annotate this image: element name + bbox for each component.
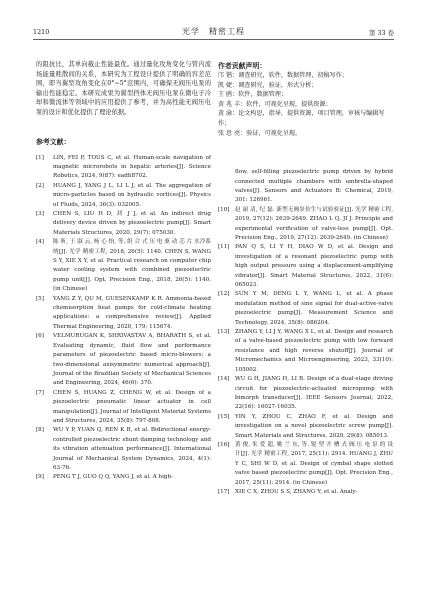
reference-item (36, 238, 211, 294)
reference-number: [9] (36, 474, 44, 481)
reference-item (218, 441, 393, 488)
reference-item (218, 328, 393, 375)
reference-item (36, 182, 211, 210)
reference-item (36, 295, 211, 333)
reference-text: 黄 俊, 朱 爱 超, 姚 兰 东, 等. 锐 型 开 槽 式 阀 压 电 泵 的 设 计[J]. 光学 精密工程, 2017, 25(11): 2914. HUANG J, ZHU Y C, SHI W D, et al. Design of cymbal shape slotted valve based piezoelectric pump[J]. Opt. Precision Eng., 2017, 25(11): 2914. (in Chinese) (235, 441, 393, 486)
reference-number: [14] (218, 376, 230, 383)
reference-number: [10] (218, 206, 230, 213)
contribution-line: 王 鸥：软件，数据管理； (218, 91, 287, 99)
reference-text: HUANG J, YANG J L, LI L J, et al. The aggregation of micro-particles based on hydraulic vortices[J]. Physics of Fluids, 2024, 36(3): 032005. (53, 182, 211, 208)
reference-text: YANG Z Y, QU M, GUESENKAMP K R. Ammonia-based chemisorption heat pumps for cold-climate heating applications: a comprehensive review[J]. Applied Thermal Engineering, 2020, 179: 115674. (53, 295, 211, 330)
contribution-line: 黄 兆 丰：软件，可视化呈现，提供资源； (218, 100, 332, 108)
reference-item (36, 389, 211, 427)
reference-number: [7] (36, 389, 44, 396)
reference-text: CHEN S, LIU H D, 刘 J J, et al. An indirect drug delivery device driven by piezoelectric pump[J]. Smart Materials Structures, 2020, 29(7): 075030. (53, 211, 211, 236)
reference-item (218, 290, 393, 328)
reference-text: PENG T J, GUO Q Q, YANG J, et al. A high- (53, 474, 173, 481)
reference-item (218, 488, 393, 497)
reference-list-left (36, 154, 211, 483)
reference-item (36, 154, 211, 182)
reference-text: SUN Y M, DENG L Y, WANG L, et al. A phase modulation method of sine signal for dual-active-valve piezoelectric pump[J]. Measurement Science and Technology, 2024, 35(8): 086204. (235, 291, 393, 326)
reference-item (36, 332, 211, 388)
conclusion-paragraph: 的阻抗比，其单向截止性能最优。通过量化攻角变化与管内流场能量耗散间的关系，本研究为工程设计提供了明确的容差范围，即当翼型攻角变化在0°~5°范围内，可确保无阀压电泵的输出性能稳定。本研究成果为翼型挡体无阀压电泵在微电子冷却和微流体等领域中的应用提供了参考，并为高性能无阀压电泵的设计和优化提供了理论依据。 (36, 61, 211, 116)
reference-text: VELMURUGAN K, SHRIVASTAV A, BHARATH S, et al. Evaluating dynamic, fluid flow and performance parameters of piezoelectric based micro-blowers: a two-dimensional axisymmetric numerical approach[J]. Journal of the Brazilian Society of Mechanical Sciences and Engineering, 2024, 46(6): 370. (53, 333, 211, 387)
reference-item (218, 375, 393, 413)
contribution-line: 邝 锴：调查研究，软件，数据管理，初稿写作； (218, 72, 348, 79)
reference-list-right (218, 206, 393, 498)
reference-text: CHEN S, HUANG Z, CHENG W, et al. Design of a piezoelectric pneumatic linear actuator in cell manipulation[J]. Journal of Intelligent Material Systems and Structures, 2024, 35(8): 797-808. (53, 389, 211, 424)
contribution-line: 凯 婕：调查研究，验证，形式分析； (218, 81, 318, 89)
reference-number: [6] (36, 333, 44, 340)
reference-item (218, 206, 393, 244)
reference-number: [4] (36, 239, 44, 246)
contribution-line: 张 思 亮：验证，可视化呈现。 (218, 129, 302, 137)
reference-continuation: flow, self-filling piezoelectric pump driven by hybrid connected multiple chambers with umbrella-shaped valves[J]. Sensors and Actuators B: Chemical, 2019, 301: 126961. (235, 169, 393, 204)
reference-item (36, 210, 211, 238)
reference-number: [3] (36, 211, 44, 217)
reference-text: WU G H, JIANG H, LI B. Design of a dual-stage driving circuit for piezoelectric-actuated micropump with bimorph transducer[J]. IEEE Sensors Journal, 2022, 22(16): 16027-16035. (235, 376, 393, 411)
right-column (218, 60, 393, 497)
reference-number: [11] (218, 244, 230, 251)
reference-text: 陈 昕, 王 淑 云, 杨 心 怡, 等. 组 合 式 压 电 驱 动 芯 片 水冷系统[J]. 光学 精密工程, 2018, 26(5): 1140. CHEN S, WANG S Y, XIE X Y, et al. Practical research on computer chip water cooling system with combined piezoelectric pump unit[J]. Opt. Precision Eng., 2018, 26(5): 1140. (in Chinese) (53, 239, 211, 293)
reference-number: [17] (218, 488, 230, 495)
reference-number: [2] (36, 182, 44, 189)
reference-text: PAN Q S, LI Y H, DIAO W D, et al. Design and investigation of a resonant piezoelectric pump with high output pressure using a displacement-amplifying vibrator[J]. Smart Material Structures, 2022, 31(6): 065023. (235, 244, 393, 289)
reference-number: [15] (218, 413, 230, 420)
reference-text: WU Y P, YUAN Q, REN K B, et al. Bidirectional energy-controlled piezoelectric shunt damping technology and its vibration attenuation performance[J]. International Journal of Mechanical System Dynamics, 2024, 4(1): 63-76. (53, 427, 211, 471)
reference-item (218, 243, 393, 290)
references-heading: 参考文献： (36, 137, 71, 146)
volume-label: 第 33 卷 (369, 29, 394, 37)
reference-text: XIE C X, ZHOU S S, ZHANG Y, et al. Analy- (235, 488, 358, 495)
contribution-line: 黄 渝：论文构思，指导，提供资源，项目管理，审核与编辑写作； (218, 110, 385, 127)
reference-number: [1] (36, 154, 44, 161)
reference-number: [12] (218, 291, 230, 298)
reference-number: [5] (36, 295, 44, 302)
reference-item (218, 413, 393, 441)
reference-text: LIN, FEI P, TOUS C, et al. Human-scale navigation of magnetic microrobots in hepatic arteries[J]. Science Robotics, 2024, 9(87): eadh8702. (53, 154, 211, 180)
contribution-heading: 作者贡献声明： (218, 62, 267, 70)
reference-number: [13] (218, 329, 230, 336)
reference-text: ZHANG Y, LI J Y, WANG X L, et al. Design and research of a valve-based piezoelectric pump with low forward resistance and high reverse shutoff[J]. Journal of Micromechanics and Microengineering, 2023, 33(10): 105002. (235, 329, 393, 373)
reference-item (36, 426, 211, 473)
reference-text: 赵 丽 清, 纪 磊. 新型无阀泵仿生与试验验证[J]. 光学 精密工程, 2019, 27(12): 2639-2649. ZHAO L Q, JI J. Principle and experimental verification of valve-less pump[J]. Opt. Precision Eng., 2019, 27(12): 2639-2649. (in Chinese) (235, 206, 393, 241)
reference-number: [8] (36, 427, 44, 434)
page-number: 1210 (33, 28, 50, 36)
reference-number: [16] (218, 441, 230, 448)
reference-text: YIN Y, ZHOU C, ZHAO F, et al. Design and investigation on a novel piezoelectric screw pump[J]. Smart Materials and Structures, 2020, 29(8): 085013. (235, 413, 393, 439)
page-header (33, 25, 394, 40)
left-column (36, 60, 211, 483)
journal-title: 光学 精密工程 (182, 27, 245, 36)
reference-item (36, 473, 211, 482)
